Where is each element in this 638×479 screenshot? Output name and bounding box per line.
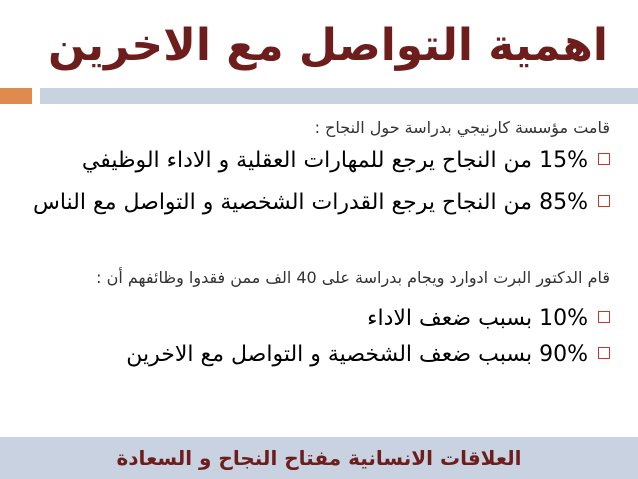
bullet-text: من النجاح يرجع القدرات الشخصية و التواصل مع الناس <box>32 190 533 215</box>
bullet-item-3 <box>367 306 610 331</box>
bullet-text: بسبب ضعف الاداء <box>367 306 533 331</box>
bullet-item-1 <box>82 148 610 173</box>
bullet-square-icon <box>598 153 610 165</box>
bullet-item-2 <box>33 190 610 215</box>
title-rule-band <box>40 88 638 104</box>
bullet-item-4 <box>126 342 610 367</box>
bullet-square-icon <box>598 347 610 359</box>
bullet-square-icon <box>598 311 610 323</box>
section1-intro: قامت مؤسسة كارنيجي بدراسة حول النجاح : <box>314 118 610 137</box>
section2-intro: قام الدكتور البرت ادوارد ويجام بدراسة على 40 الف ممن فقدوا وظائفهم أن : <box>96 268 610 287</box>
bullet-square-icon <box>598 195 610 207</box>
slide-title: اهمية التواصل مع الاخرين <box>47 20 608 71</box>
bullet-text: من النجاح يرجع للمهارات العقلية و الاداء الوظيفي <box>81 148 533 173</box>
bullet-percent: 10% <box>539 306 588 331</box>
footer-banner: العلاقات الانسانية مفتاح النجاح و السعادة <box>0 437 638 479</box>
bullet-text: بسبب ضعف الشخصية و التواصل مع الاخرين <box>126 342 533 367</box>
bullet-percent: 15% <box>539 148 588 173</box>
bullet-percent: 90% <box>539 342 588 367</box>
title-rule-accent <box>0 88 32 104</box>
bullet-percent: 85% <box>539 190 588 215</box>
